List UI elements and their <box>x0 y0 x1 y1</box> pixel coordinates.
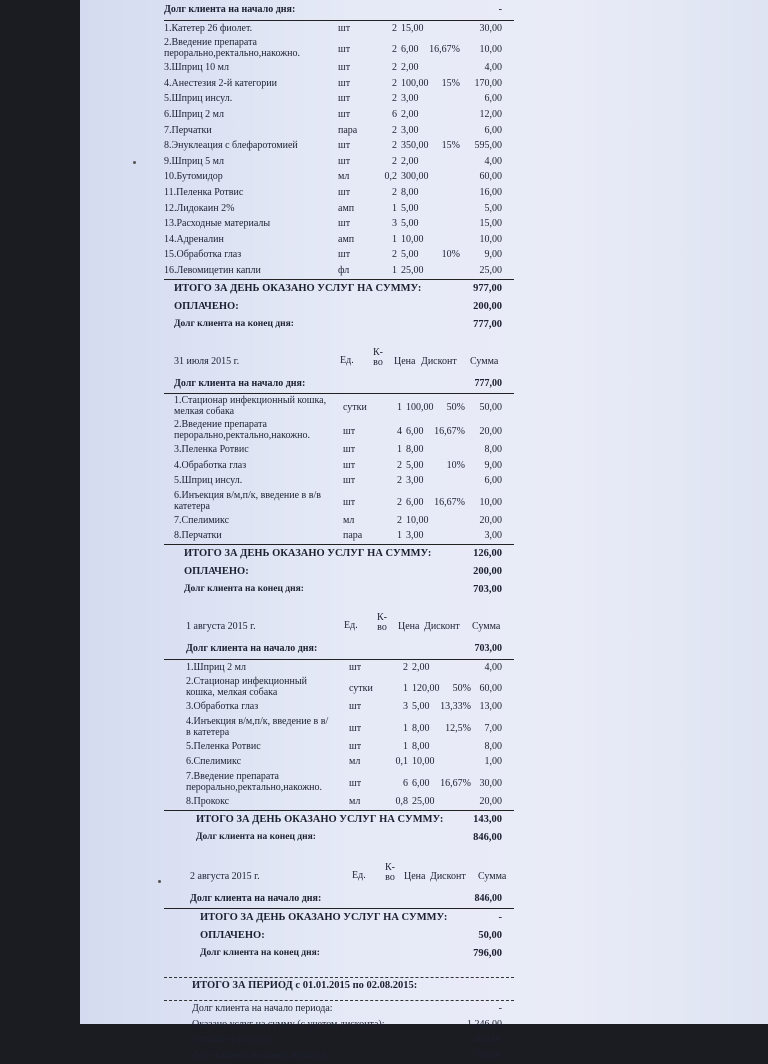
item-name: 1.Шприц 2 мл <box>186 661 246 673</box>
item-name: 14.Адреналин <box>164 233 224 245</box>
item-qty: 1 <box>397 402 402 414</box>
period-row <box>164 1032 514 1048</box>
item-price: 8,00 <box>406 444 424 456</box>
total-value: 200,00 <box>473 566 502 578</box>
item-unit: шт <box>338 77 351 89</box>
line-item-row <box>164 36 514 60</box>
period-value: 450,00 <box>474 1034 502 1046</box>
paid-row <box>164 298 514 316</box>
item-qty: 1 <box>403 740 408 752</box>
item-qty: 3 <box>403 701 408 713</box>
item-unit: шт <box>349 778 362 790</box>
item-unit: фл <box>338 264 350 276</box>
line-item-row <box>164 675 514 699</box>
item-sum: 15,00 <box>479 218 502 230</box>
item-name: 3.Пеленка Ротвис <box>174 444 249 456</box>
line-item-row <box>164 418 514 442</box>
item-qty: 1 <box>392 264 397 276</box>
item-sum: 4,00 <box>484 661 502 673</box>
item-unit: шт <box>349 661 362 673</box>
item-discount: 50% <box>446 402 465 414</box>
item-discount: 12,5% <box>445 722 471 734</box>
item-sum: 4,00 <box>484 155 502 167</box>
item-sum: 595,00 <box>474 140 502 152</box>
total-label: Долг клиента на конец дня: <box>174 318 294 329</box>
paper-speck <box>158 880 161 883</box>
line-item-row <box>164 21 514 37</box>
line-item-row <box>164 247 514 263</box>
line-item-row <box>164 201 514 217</box>
item-qty: 2 <box>392 155 397 167</box>
item-sum: 6,00 <box>484 475 502 487</box>
item-sum: 9,00 <box>484 459 502 471</box>
line-item-row <box>164 442 514 458</box>
total-value: 703,00 <box>473 584 502 596</box>
item-name: 6.Инъекция в/м,п/к, введение в в/в катетера <box>174 489 321 512</box>
total-label: Долг клиента на конец дня: <box>200 948 320 959</box>
item-price: 5,00 <box>401 202 419 214</box>
item-sum: 8,00 <box>484 444 502 456</box>
item-name: 7.Введение препарата перорально,ректально,накожно. <box>186 771 322 794</box>
item-name: 3.Обработка глаз <box>186 701 259 713</box>
total-label: ОПЛАЧЕНО: <box>200 930 265 942</box>
item-name: 2.Стационар инфекционный кошка, мелкая собака <box>186 676 307 699</box>
item-price: 3,00 <box>406 475 424 487</box>
item-qty: 4 <box>397 426 402 438</box>
item-unit: сутки <box>343 402 367 414</box>
item-name: 7.Спелимикс <box>174 514 230 526</box>
opening-debt-value: 777,00 <box>474 377 502 389</box>
item-price: 300,00 <box>401 171 429 183</box>
col-header-unit: Ед. <box>344 620 358 632</box>
col-header-unit: Ед. <box>340 354 354 366</box>
total-value: 796,00 <box>473 948 502 960</box>
item-unit: шт <box>343 459 356 471</box>
item-price: 2,00 <box>412 661 430 673</box>
total-value: - <box>498 912 502 924</box>
item-discount: 10% <box>446 459 465 471</box>
item-unit: шт <box>338 93 351 105</box>
item-sum: 20,00 <box>479 514 502 526</box>
line-item-row <box>164 715 514 739</box>
item-unit: пара <box>338 124 358 136</box>
item-sum: 6,00 <box>484 93 502 105</box>
item-name: 11.Пеленка Ротвис <box>164 186 244 198</box>
item-discount: 10% <box>441 249 460 261</box>
item-name: 10.Бутомидор <box>164 171 223 183</box>
col-header-sum: Сумма <box>472 621 501 633</box>
opening-debt-row <box>164 4 514 21</box>
item-unit: шт <box>338 186 351 198</box>
item-price: 3,00 <box>401 93 419 105</box>
period-value: - <box>498 1003 502 1015</box>
item-price: 5,00 <box>412 701 430 713</box>
col-header-discount: Дисконт <box>421 355 457 367</box>
item-name: 7.Перчатки <box>164 124 212 136</box>
day-section <box>164 4 514 334</box>
item-price: 2,00 <box>401 62 419 74</box>
item-price: 10,00 <box>412 756 435 768</box>
item-qty: 2 <box>392 62 397 74</box>
section-date: 1 августа 2015 г. <box>186 621 256 633</box>
item-sum: 50,00 <box>479 402 502 414</box>
item-name: 5.Шприц инсул. <box>174 475 243 487</box>
item-name: 2.Введение препарата перорально,ректально,накожно. <box>174 419 310 442</box>
paid-row <box>164 927 514 945</box>
item-price: 6,00 <box>406 496 424 508</box>
line-item-row <box>164 699 514 715</box>
item-discount: 16,67% <box>434 426 465 438</box>
col-header-qty: К-во <box>373 346 383 368</box>
total-label: ИТОГО ЗА ДЕНЬ ОКАЗАНО УСЛУГ НА СУММУ: <box>184 548 432 560</box>
item-price: 6,00 <box>406 426 424 438</box>
item-name: 1.Стационар инфекционный кошка, мелкая собака <box>174 395 327 418</box>
item-sum: 20,00 <box>479 796 502 808</box>
item-qty: 1 <box>403 722 408 734</box>
item-price: 120,00 <box>412 683 440 695</box>
period-row <box>164 1017 514 1033</box>
total-label: Долг клиента на конец дня: <box>196 831 316 842</box>
day-section <box>164 863 514 964</box>
section-header <box>164 613 514 639</box>
item-price: 8,00 <box>412 740 430 752</box>
period-title-row <box>164 980 514 998</box>
item-sum: 30,00 <box>479 778 502 790</box>
item-sum: 9,00 <box>484 249 502 261</box>
total-label: ИТОГО ЗА ДЕНЬ ОКАЗАНО УСЛУГ НА СУММУ: <box>174 282 422 294</box>
item-sum: 6,00 <box>484 124 502 136</box>
closing-debt-row <box>164 945 514 963</box>
item-sum: 13,00 <box>479 701 502 713</box>
item-discount: 15% <box>441 140 460 152</box>
line-item-row <box>164 91 514 107</box>
line-item-row <box>164 489 514 513</box>
item-sum: 12,00 <box>479 108 502 120</box>
total-value: 126,00 <box>473 548 502 560</box>
item-unit: шт <box>338 249 351 261</box>
item-unit: шт <box>338 22 351 34</box>
line-item-row <box>164 794 514 811</box>
item-unit: шт <box>349 740 362 752</box>
col-header-qty: К-во <box>385 861 395 883</box>
period-label: Оказано услуг на сумму (с учетом дисконта): <box>192 1018 385 1030</box>
col-header-discount: Дисконт <box>430 870 466 882</box>
item-name: 8.Энуклеация с блефаротомией <box>164 140 298 152</box>
item-unit: шт <box>338 44 351 56</box>
item-price: 6,00 <box>401 44 419 56</box>
item-qty: 2 <box>392 249 397 261</box>
item-qty: 6 <box>403 778 408 790</box>
section-header <box>164 348 514 374</box>
item-unit: шт <box>343 444 356 456</box>
line-item-row <box>164 185 514 201</box>
day-total-row <box>164 909 514 927</box>
item-unit: мл <box>338 171 350 183</box>
item-qty: 2 <box>392 44 397 56</box>
section-date: 2 августа 2015 г. <box>190 870 260 882</box>
closing-debt-row <box>164 829 514 847</box>
item-name: 5.Пеленка Ротвис <box>186 740 261 752</box>
item-sum: 10,00 <box>479 496 502 508</box>
item-name: 3.Шприц 10 мл <box>164 62 229 74</box>
line-item-row <box>164 76 514 92</box>
item-discount: 13,33% <box>440 701 471 713</box>
item-qty: 1 <box>392 233 397 245</box>
line-item-row <box>164 216 514 232</box>
total-value: 143,00 <box>473 813 502 825</box>
item-qty: 2 <box>397 475 402 487</box>
item-qty: 2 <box>392 140 397 152</box>
line-item-row <box>164 394 514 418</box>
item-unit: шт <box>343 475 356 487</box>
item-qty: 2 <box>397 496 402 508</box>
item-price: 350,00 <box>401 140 429 152</box>
line-item-row <box>164 169 514 185</box>
item-sum: 10,00 <box>479 233 502 245</box>
item-unit: шт <box>338 108 351 120</box>
item-price: 15,00 <box>401 22 424 34</box>
paper-speck <box>133 161 136 164</box>
item-name: 4.Анестезия 2-й категории <box>164 77 277 89</box>
item-name: 16.Левомицетин капли <box>164 264 261 276</box>
item-unit: пара <box>343 530 363 542</box>
item-sum: 25,00 <box>479 264 502 276</box>
item-name: 6.Шприц 2 мл <box>164 108 224 120</box>
line-item-row <box>164 138 514 154</box>
item-price: 5,00 <box>401 249 419 261</box>
opening-debt-value: - <box>498 4 502 15</box>
item-qty: 2 <box>397 514 402 526</box>
item-name: 9.Шприц 5 мл <box>164 155 224 167</box>
line-item-row <box>164 754 514 770</box>
item-name: 12.Лидокаин 2% <box>164 202 235 214</box>
period-row <box>164 1048 514 1064</box>
item-name: 6.Спелимикс <box>186 756 242 768</box>
item-sum: 10,00 <box>479 44 502 56</box>
total-label: Долг клиента на конец дня: <box>184 584 304 595</box>
item-name: 4.Обработка глаз <box>174 459 247 471</box>
item-price: 8,00 <box>412 722 430 734</box>
item-qty: 1 <box>397 444 402 456</box>
item-price: 8,00 <box>401 186 419 198</box>
item-name: 1.Катетер 26 фиолет. <box>164 22 253 34</box>
item-sum: 30,00 <box>479 22 502 34</box>
opening-debt-label: Долг клиента на начало дня: <box>164 4 296 15</box>
item-name: 8.Прококс <box>186 796 230 808</box>
item-unit: шт <box>349 722 362 734</box>
line-item-row <box>164 513 514 529</box>
item-sum: 5,00 <box>484 202 502 214</box>
period-row <box>164 1001 514 1017</box>
item-unit: шт <box>338 62 351 74</box>
item-name: 2.Введение препарата перорально,ректально,накожно. <box>164 37 300 60</box>
item-qty: 1 <box>397 530 402 542</box>
item-sum: 4,00 <box>484 62 502 74</box>
opening-debt-label: Долг клиента на начало дня: <box>190 892 322 904</box>
line-item-row <box>164 739 514 755</box>
total-label: ОПЛАЧЕНО: <box>184 566 249 578</box>
item-price: 3,00 <box>406 530 424 542</box>
period-label: Долг клиента на начало периода: <box>192 1003 333 1015</box>
period-value: 796,00 <box>474 1050 502 1061</box>
total-label: ОПЛАЧЕНО: <box>174 300 239 312</box>
item-unit: шт <box>349 701 362 713</box>
item-price: 6,00 <box>412 778 430 790</box>
item-qty: 0,8 <box>395 796 408 808</box>
col-header-price: Цена <box>394 355 416 367</box>
period-value: 1 246,00 <box>467 1018 502 1030</box>
item-unit: мл <box>343 514 355 526</box>
period-title: ИТОГО ЗА ПЕРИОД с 01.01.2015 по 02.08.2015: <box>192 980 418 992</box>
line-item-row <box>164 60 514 76</box>
item-qty: 0,2 <box>384 171 397 183</box>
col-header-price: Цена <box>398 621 420 633</box>
day-total-row <box>164 280 514 298</box>
item-discount: 16,67% <box>429 44 460 56</box>
item-qty: 6 <box>392 108 397 120</box>
item-sum: 60,00 <box>479 171 502 183</box>
item-sum: 60,00 <box>479 683 502 695</box>
paid-row <box>164 563 514 581</box>
period-summary <box>164 973 514 1063</box>
line-item-row <box>164 458 514 474</box>
item-unit: шт <box>343 496 356 508</box>
item-discount: 16,67% <box>440 778 471 790</box>
period-divider <box>164 973 514 978</box>
col-header-discount: Дисконт <box>424 621 460 633</box>
item-name: 5.Шприц инсул. <box>164 93 233 105</box>
item-price: 10,00 <box>401 233 424 245</box>
item-qty: 2 <box>392 124 397 136</box>
item-unit: шт <box>338 140 351 152</box>
col-header-sum: Сумма <box>470 355 499 367</box>
item-unit: мл <box>349 756 361 768</box>
total-label: ИТОГО ЗА ДЕНЬ ОКАЗАНО УСЛУГ НА СУММУ: <box>196 813 444 825</box>
item-qty: 1 <box>403 683 408 695</box>
total-value: 777,00 <box>473 318 502 330</box>
total-value: 977,00 <box>473 282 502 294</box>
item-price: 5,00 <box>401 218 419 230</box>
item-name: 8.Перчатки <box>174 530 222 542</box>
day-section <box>164 348 514 600</box>
total-label: ИТОГО ЗА ДЕНЬ ОКАЗАНО УСЛУГ НА СУММУ: <box>200 912 448 924</box>
col-header-unit: Ед. <box>352 869 366 881</box>
item-qty: 0,1 <box>395 756 408 768</box>
invoice-document <box>164 4 514 1064</box>
item-unit: сутки <box>349 683 373 695</box>
item-discount: 15% <box>441 77 460 89</box>
col-header-qty: К-во <box>377 612 387 634</box>
total-value: 846,00 <box>473 831 502 843</box>
line-item-row <box>164 473 514 489</box>
item-unit: шт <box>343 426 356 438</box>
line-item-row <box>164 770 514 794</box>
opening-debt-value: 703,00 <box>474 643 502 655</box>
line-item-row <box>164 123 514 139</box>
item-sum: 16,00 <box>479 186 502 198</box>
item-qty: 1 <box>392 202 397 214</box>
item-unit: амп <box>338 233 355 245</box>
line-item-row <box>164 660 514 676</box>
col-header-sum: Сумма <box>478 870 507 882</box>
item-qty: 2 <box>392 77 397 89</box>
item-sum: 20,00 <box>479 426 502 438</box>
item-qty: 2 <box>392 186 397 198</box>
item-name: 13.Расходные материалы <box>164 218 271 230</box>
item-sum: 7,00 <box>484 722 502 734</box>
item-price: 25,00 <box>412 796 435 808</box>
line-item-row <box>164 107 514 123</box>
item-sum: 3,00 <box>484 530 502 542</box>
line-item-row <box>164 528 514 545</box>
item-qty: 2 <box>392 93 397 105</box>
item-sum: 1,00 <box>484 756 502 768</box>
line-item-row <box>164 232 514 248</box>
item-unit: шт <box>338 218 351 230</box>
day-total-row <box>164 545 514 563</box>
item-price: 10,00 <box>406 514 429 526</box>
opening-debt-label: Долг клиента на начало дня: <box>174 377 306 389</box>
item-price: 2,00 <box>401 108 419 120</box>
item-name: 4.Инъекция в/м,п/к, введение в в/в катетера <box>186 715 329 738</box>
item-discount: 50% <box>452 683 471 695</box>
item-unit: мл <box>349 796 361 808</box>
total-value: 200,00 <box>473 300 502 312</box>
item-name: 15.Обработка глаз <box>164 249 242 261</box>
item-discount: 16,67% <box>434 496 465 508</box>
item-qty: 3 <box>392 218 397 230</box>
item-unit: шт <box>338 155 351 167</box>
opening-debt-label: Долг клиента на начало дня: <box>186 643 318 655</box>
day-total-row <box>164 811 514 829</box>
opening-debt-row <box>164 643 514 660</box>
item-price: 3,00 <box>401 124 419 136</box>
item-unit: амп <box>338 202 355 214</box>
opening-debt-row <box>164 893 514 910</box>
item-price: 5,00 <box>406 459 424 471</box>
item-sum: 170,00 <box>474 77 502 89</box>
item-qty: 2 <box>403 661 408 673</box>
opening-debt-value: 846,00 <box>474 892 502 904</box>
item-qty: 2 <box>392 22 397 34</box>
item-price: 100,00 <box>401 77 429 89</box>
opening-debt-row <box>164 378 514 395</box>
item-price: 25,00 <box>401 264 424 276</box>
line-item-row <box>164 154 514 170</box>
col-header-price: Цена <box>404 870 426 882</box>
closing-debt-row <box>164 316 514 334</box>
item-qty: 2 <box>397 459 402 471</box>
item-price: 100,00 <box>406 402 434 414</box>
line-item-row <box>164 263 514 280</box>
period-label: Долг клиента на конец периода: <box>192 1050 329 1061</box>
day-section <box>164 613 514 847</box>
section-header <box>164 863 514 889</box>
item-price: 2,00 <box>401 155 419 167</box>
total-value: 50,00 <box>478 930 502 942</box>
period-label: Оплаты за период: <box>192 1034 271 1046</box>
section-date: 31 июля 2015 г. <box>174 355 240 367</box>
item-sum: 8,00 <box>484 740 502 752</box>
closing-debt-row <box>164 581 514 599</box>
